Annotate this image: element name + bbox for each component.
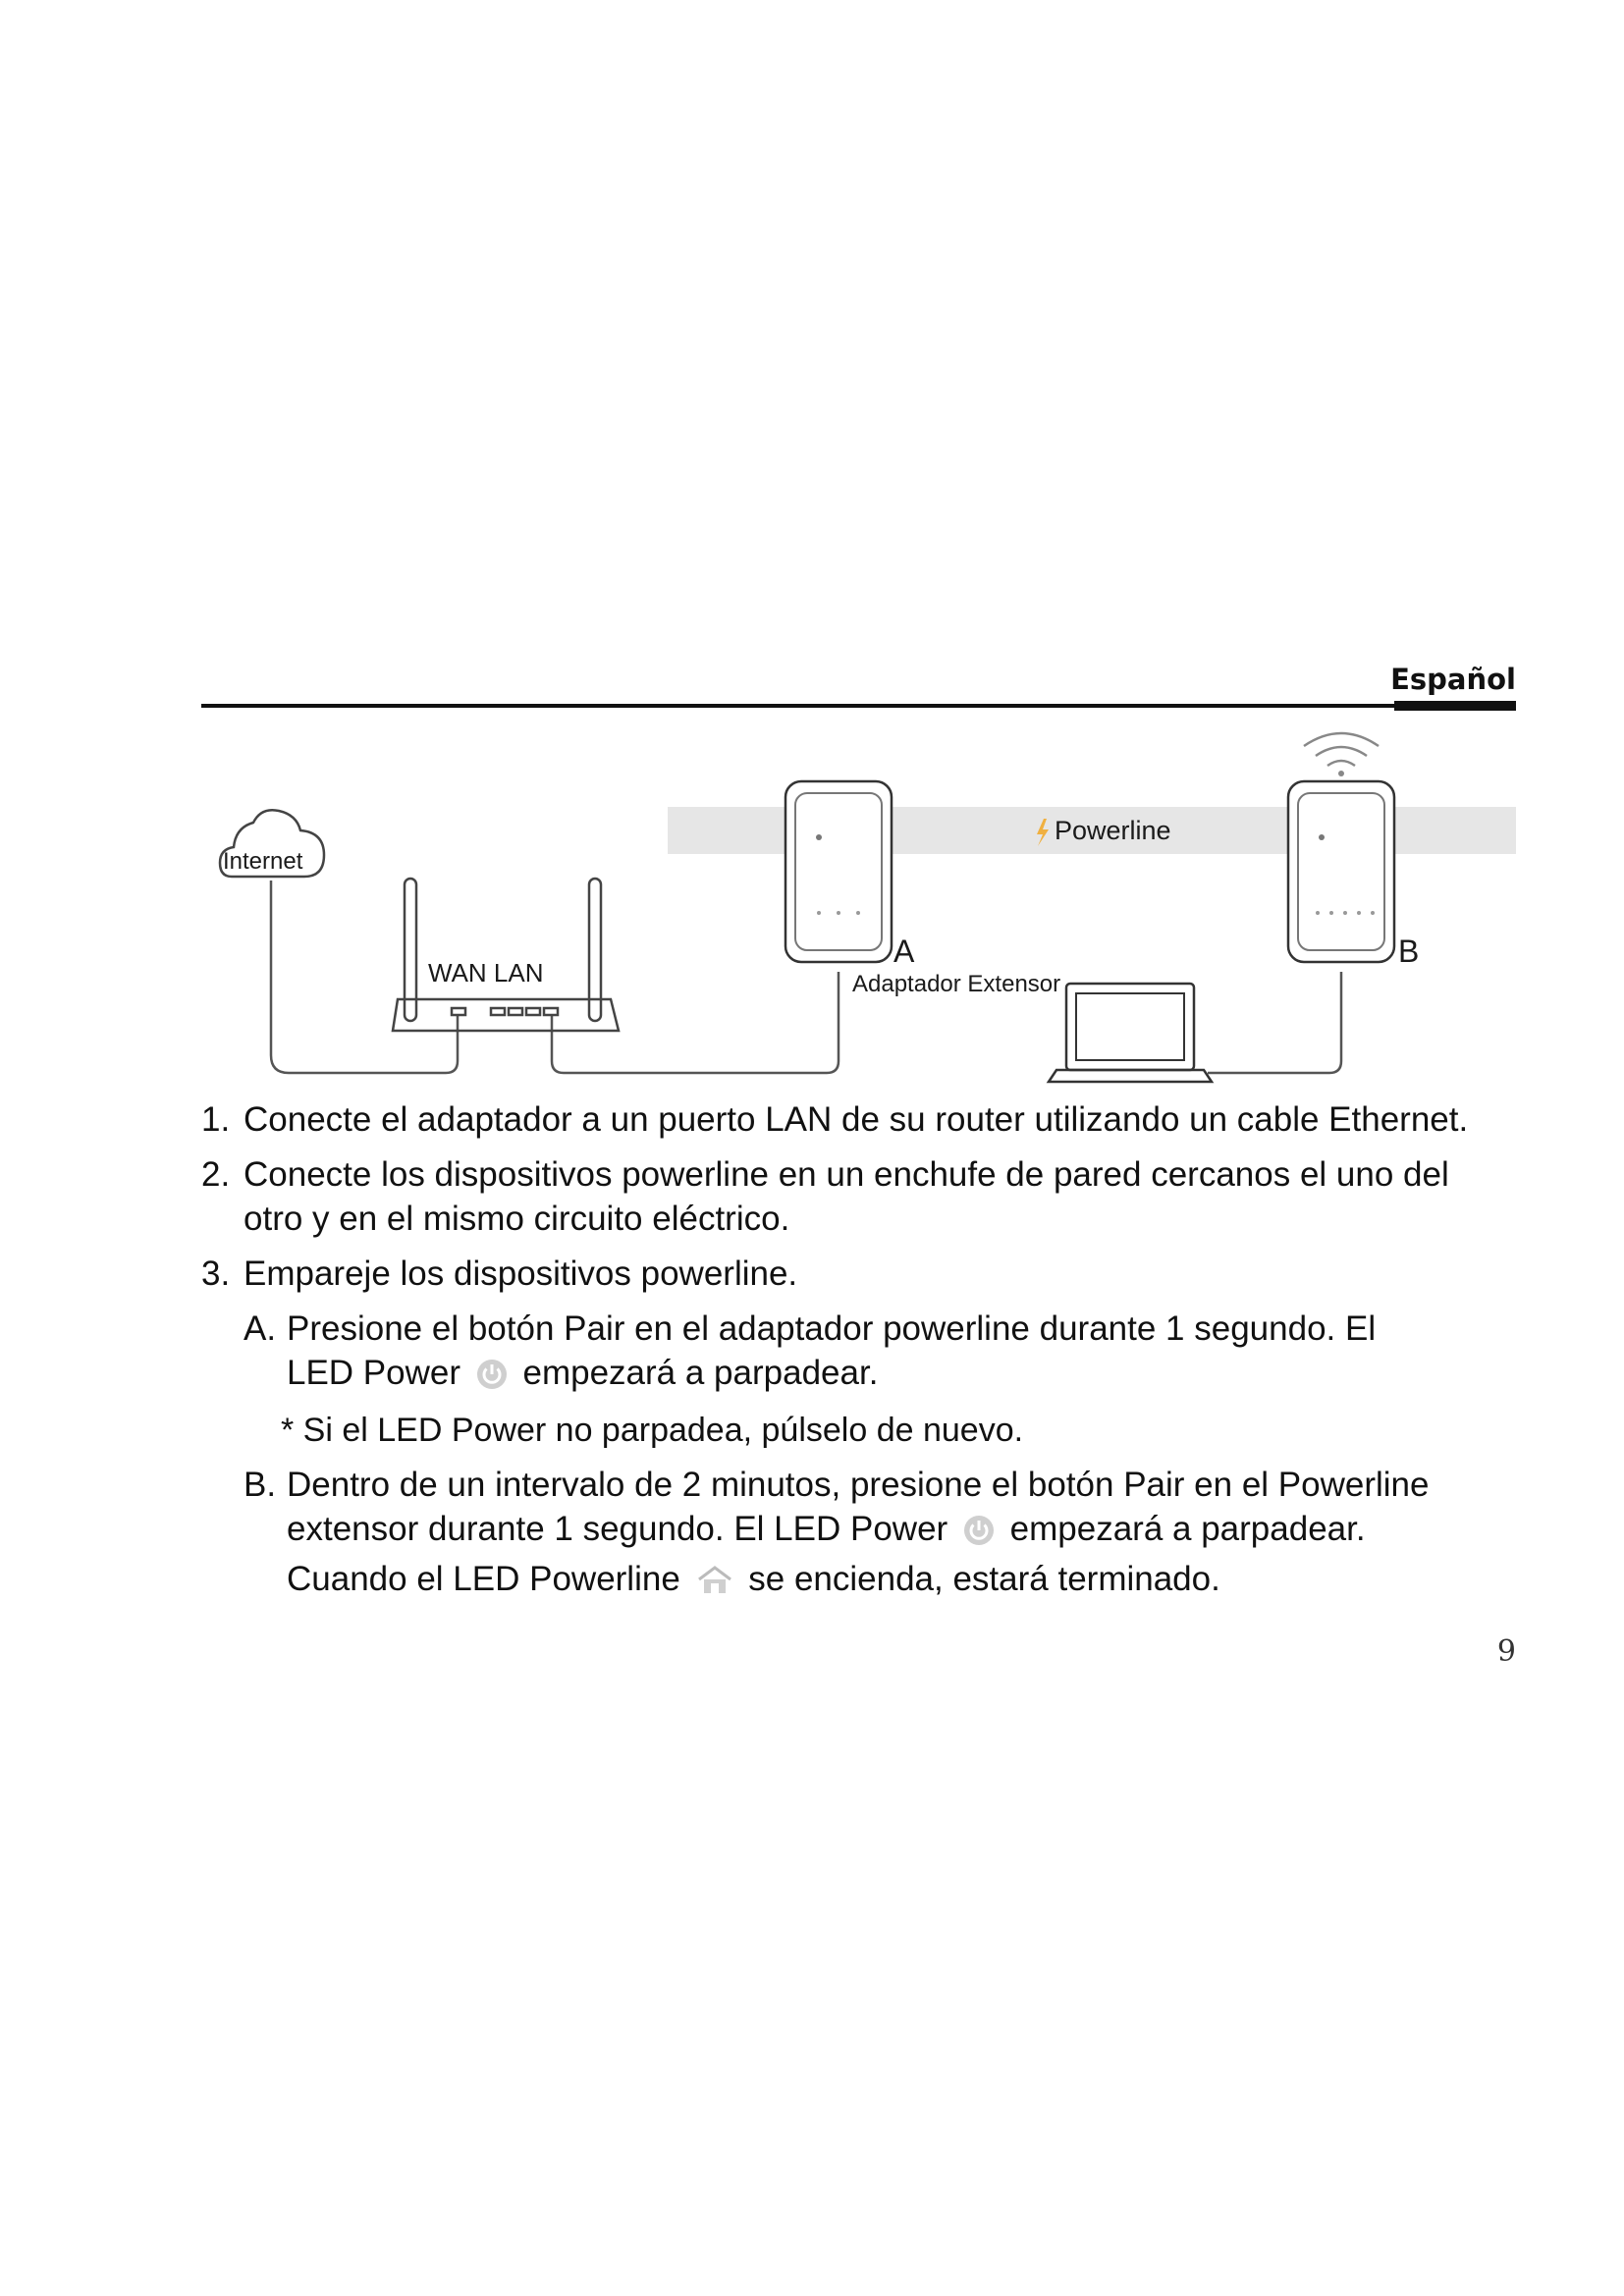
substep-b <box>244 1463 1522 1607</box>
step-number: 2. <box>201 1155 231 1194</box>
page-number: 9 <box>1496 1634 1516 1669</box>
step-text: Empareje los dispositivos powerline. <box>244 1255 798 1293</box>
step-3 <box>201 1252 1522 1296</box>
step-text: se encienda, estará terminado. <box>748 1560 1220 1598</box>
step-text: LED Power <box>287 1354 461 1392</box>
adapter-a-label: Adaptador Extensor <box>852 971 1061 997</box>
substep-a <box>244 1307 1522 1401</box>
router-icon <box>393 879 619 1031</box>
power-icon <box>476 1357 508 1401</box>
adapter-a <box>785 781 892 962</box>
step-2 <box>201 1152 1522 1241</box>
step-text: Cuando el LED Powerline <box>287 1560 680 1598</box>
wifi-icon <box>1304 733 1379 776</box>
step-1 <box>201 1097 1522 1142</box>
step-text: Presione el botón Pair en el adaptador powerline durante 1 segundo. El <box>287 1309 1377 1348</box>
note-text: * Si el LED Power no parpadea, púlselo de nuevo. <box>281 1412 1024 1449</box>
step-number: 1. <box>201 1100 231 1139</box>
instruction-steps <box>201 1097 1522 1615</box>
powerline-label: Powerline <box>1055 816 1171 845</box>
step-text: Dentro de un intervalo de 2 minutos, presione el botón Pair en el Powerline <box>287 1466 1430 1504</box>
wan-lan-label: WAN LAN <box>428 958 544 988</box>
step-text: extensor durante 1 segundo. El LED Power <box>287 1510 948 1548</box>
laptop-icon <box>1049 984 1212 1082</box>
language-label: Español <box>1390 663 1516 696</box>
power-icon <box>963 1513 995 1557</box>
step-text: Conecte el adaptador a un puerto LAN de su router utilizando un cable Ethernet. <box>244 1100 1469 1139</box>
internet-label: Internet <box>223 848 303 875</box>
substep-letter: A. <box>244 1309 277 1348</box>
substep-letter: B. <box>244 1466 277 1504</box>
adapter-a-letter: A <box>893 934 915 969</box>
adapter-b <box>1288 781 1394 962</box>
step-number: 3. <box>201 1255 231 1293</box>
step-text: empezará a parpadear. <box>522 1354 879 1392</box>
adapter-b-letter: B <box>1398 934 1420 969</box>
network-diagram <box>0 0 1624 1090</box>
step-text: otro y en el mismo circuito eléctrico. <box>244 1200 790 1238</box>
step-text: Conecte los dispositivos powerline en un enchufe de pared cercanos el uno del <box>244 1155 1449 1194</box>
powerline-house-icon <box>696 1563 733 1607</box>
step-text: empezará a parpadear. <box>1009 1510 1366 1548</box>
